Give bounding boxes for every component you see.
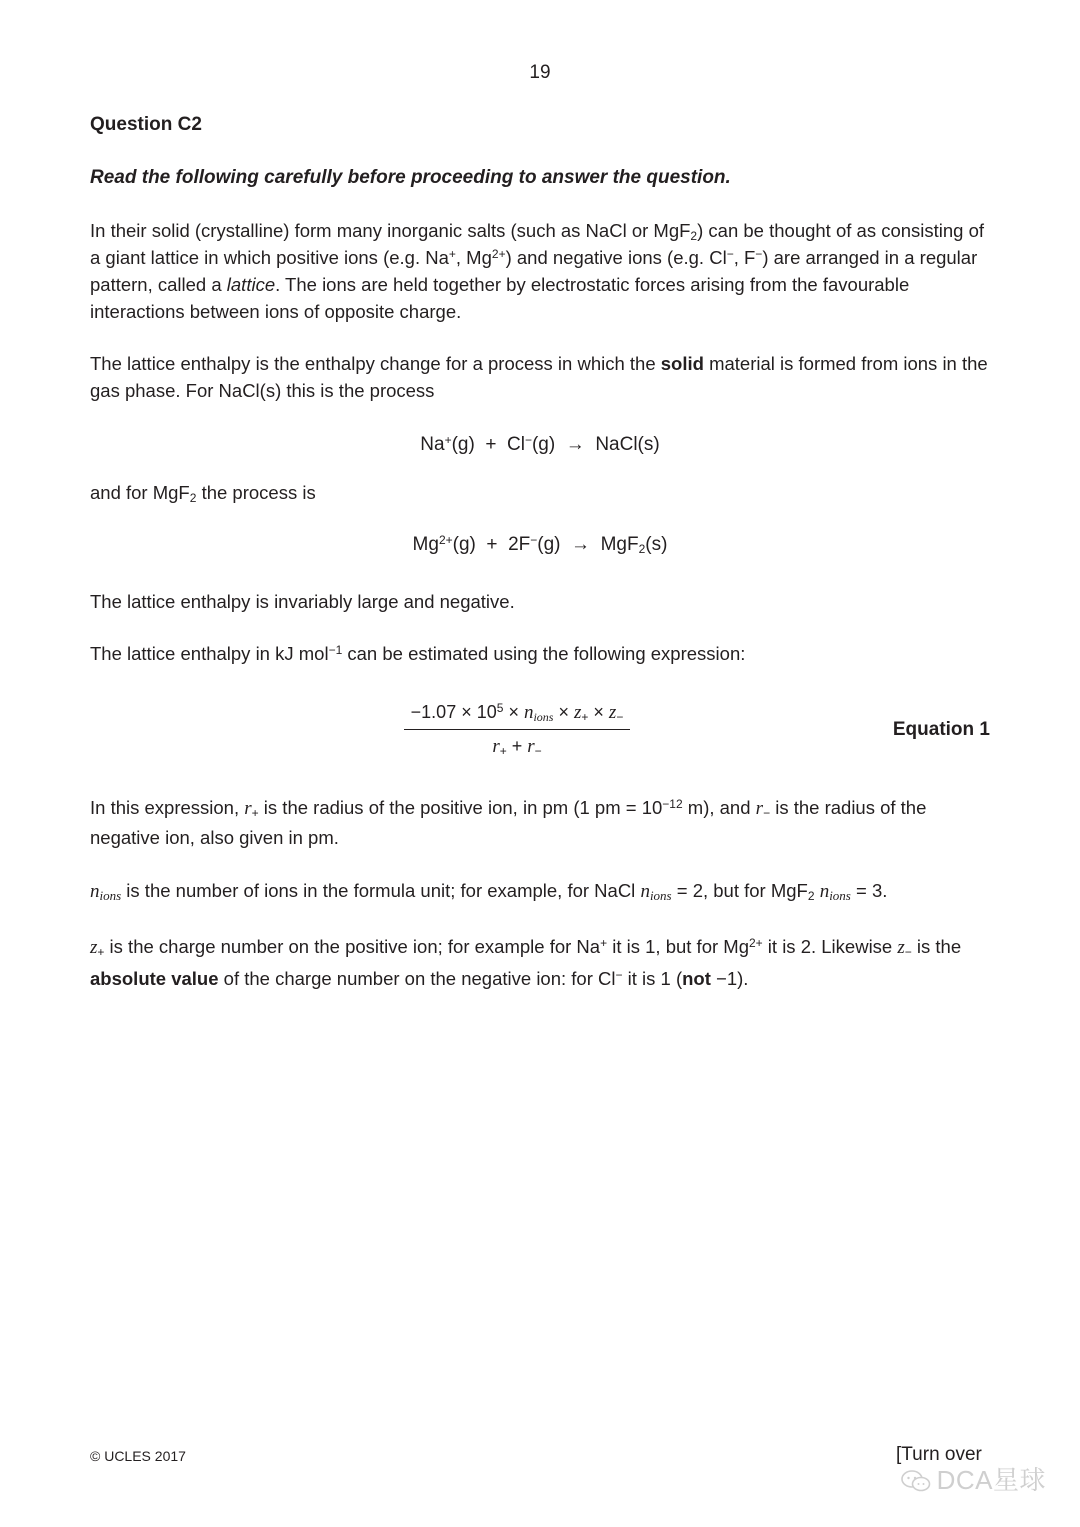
- radius-text: m), and: [682, 797, 756, 818]
- superscript: +: [448, 247, 456, 261]
- variable-r-plus: r: [492, 736, 500, 757]
- subscript: +: [499, 744, 507, 758]
- intro-text: , F: [733, 247, 756, 268]
- estimate-sentence: [90, 640, 995, 667]
- variable-n: n: [523, 702, 534, 723]
- denominator-part: +: [506, 736, 528, 756]
- equation-part: (g) + Cl: [451, 434, 525, 455]
- numerator-part: ×: [588, 702, 609, 722]
- estimate-text: can be estimated using the following expression:: [342, 643, 746, 664]
- fraction-numerator: [404, 699, 630, 726]
- subscript: +: [251, 806, 259, 820]
- variable-r-plus: r: [244, 798, 252, 819]
- nions-text: is the number of ions in the formula unit; for example, for NaCl: [121, 880, 641, 901]
- lattice-definition-paragraph: [90, 350, 995, 404]
- superscript: 5: [496, 701, 504, 715]
- equation-1-label: Equation 1: [892, 719, 990, 740]
- subscript: 2: [690, 229, 698, 243]
- intro-text: ) and negative ions (e.g. Cl: [505, 247, 727, 268]
- z-text: it is 1 (: [622, 968, 683, 989]
- equation-nacl: [0, 434, 1080, 456]
- subscript: ions: [649, 888, 672, 903]
- nions-text: = 2, but for MgF: [671, 880, 808, 901]
- equation-part: Na: [420, 434, 445, 455]
- intro-text: ) can be thought of as consisting of a giant lattice in which positive ions (e.g. Na: [90, 220, 985, 268]
- subscript: 2: [638, 542, 646, 556]
- italic-term: lattice: [226, 274, 276, 295]
- variable-z-plus: z: [90, 937, 98, 958]
- equation-part: (g) → MgF: [537, 534, 639, 555]
- superscript: 2+: [438, 533, 453, 547]
- intro-text: , Mg: [455, 247, 492, 268]
- subscript: ions: [533, 710, 554, 724]
- superscript: +: [444, 433, 452, 447]
- superscript: 2+: [491, 247, 506, 261]
- chat-bubbles-icon: [901, 1470, 931, 1492]
- radius-definition: [90, 793, 995, 852]
- equation-part: (s): [645, 534, 668, 555]
- z-text: −1).: [710, 968, 749, 989]
- numerator-part: ×: [553, 702, 574, 722]
- subscript: 2: [807, 889, 815, 903]
- bold-term: absolute value: [90, 968, 219, 989]
- subscript: 2: [189, 491, 197, 505]
- definition-text: The lattice enthalpy is the enthalpy change for a process in which the: [90, 353, 661, 374]
- numerator-part: −1.07 × 10: [410, 702, 497, 722]
- z-text: it is 2. Likewise: [762, 936, 898, 957]
- z-text: it is 1, but for Mg: [607, 936, 749, 957]
- mgf2-intro: [90, 479, 995, 506]
- variable-n: n: [819, 881, 830, 902]
- radius-text: is the radius of the negative ion, also given in pm.: [90, 797, 927, 848]
- large-negative-text: The lattice enthalpy is invariably large and negative.: [90, 591, 515, 612]
- intro-text: the process is: [196, 482, 316, 503]
- intro-text: . The ions are held together by electrostatic forces arising from the favourable interactions between ions of opposite charge.: [90, 274, 910, 322]
- superscript: +: [600, 936, 608, 950]
- superscript: −: [524, 433, 532, 447]
- subscript: ions: [829, 888, 851, 903]
- variable-n: n: [90, 881, 100, 902]
- fraction-bar: [404, 729, 630, 730]
- intro-text: ) are arranged in a regular pattern, called a: [90, 247, 978, 295]
- equation-part: Mg: [412, 534, 439, 555]
- superscript: −: [530, 533, 538, 547]
- intro-text: and for MgF: [90, 482, 190, 503]
- intro-text: In their solid (crystalline) form many inorganic salts (such as NaCl or MgF: [90, 220, 691, 241]
- variable-r-minus: r: [755, 798, 764, 819]
- variable-z-minus: z: [608, 702, 617, 723]
- superscript: −: [726, 247, 734, 261]
- subscript: −: [904, 945, 912, 959]
- turn-over-footer: [Turn over: [896, 1444, 982, 1465]
- variable-z-minus: z: [897, 937, 905, 958]
- subscript: −: [534, 744, 542, 758]
- equation-1-fraction: [404, 699, 630, 760]
- watermark: [901, 1460, 1046, 1497]
- watermark-text: DCA星球: [936, 1465, 1046, 1495]
- nions-text: = 3.: [850, 880, 888, 901]
- numerator-part: ×: [503, 702, 524, 722]
- radius-text: is the radius of the positive ion, in pm (1 pm = 10: [258, 797, 663, 818]
- fraction-denominator: [404, 733, 630, 760]
- subscript: ions: [99, 888, 122, 903]
- superscript: −: [755, 247, 763, 261]
- variable-z-plus: z: [573, 702, 582, 723]
- page-number: 19: [529, 62, 551, 83]
- equation-mgf2: [0, 534, 1080, 556]
- question-title: Question C2: [90, 114, 202, 135]
- z-text: is the charge number on the positive ion; for example for Na: [104, 936, 601, 957]
- equation-part: (g) + 2F: [452, 534, 531, 555]
- superscript: −: [615, 968, 623, 982]
- subscript: −: [616, 710, 624, 724]
- superscript: −1: [328, 643, 343, 657]
- estimate-text: The lattice enthalpy in kJ mol: [90, 643, 329, 664]
- bold-term: solid: [660, 353, 704, 374]
- z-definition: [90, 931, 995, 994]
- radius-text: In this expression,: [90, 797, 245, 818]
- instruction-text: Read the following carefully before proceeding to answer the question.: [90, 167, 731, 188]
- bold-term: not: [682, 968, 711, 989]
- copyright-footer: © UCLES 2017: [90, 1448, 186, 1464]
- variable-r-minus: r: [527, 736, 535, 757]
- subscript: +: [581, 710, 589, 724]
- superscript: −12: [662, 797, 683, 811]
- nions-definition: [90, 877, 995, 905]
- intro-paragraph: [90, 217, 995, 325]
- equation-part: (g) → NaCl(s): [531, 434, 660, 455]
- subscript: −: [763, 806, 771, 820]
- definition-text: material is formed from ions in the gas phase. For NaCl(s) this is the process: [90, 353, 988, 401]
- variable-n: n: [640, 881, 650, 902]
- subscript: +: [97, 945, 105, 959]
- superscript: 2+: [748, 936, 763, 950]
- z-text: is the: [911, 936, 962, 957]
- z-text: of the charge number on the negative ion: for Cl: [218, 968, 616, 989]
